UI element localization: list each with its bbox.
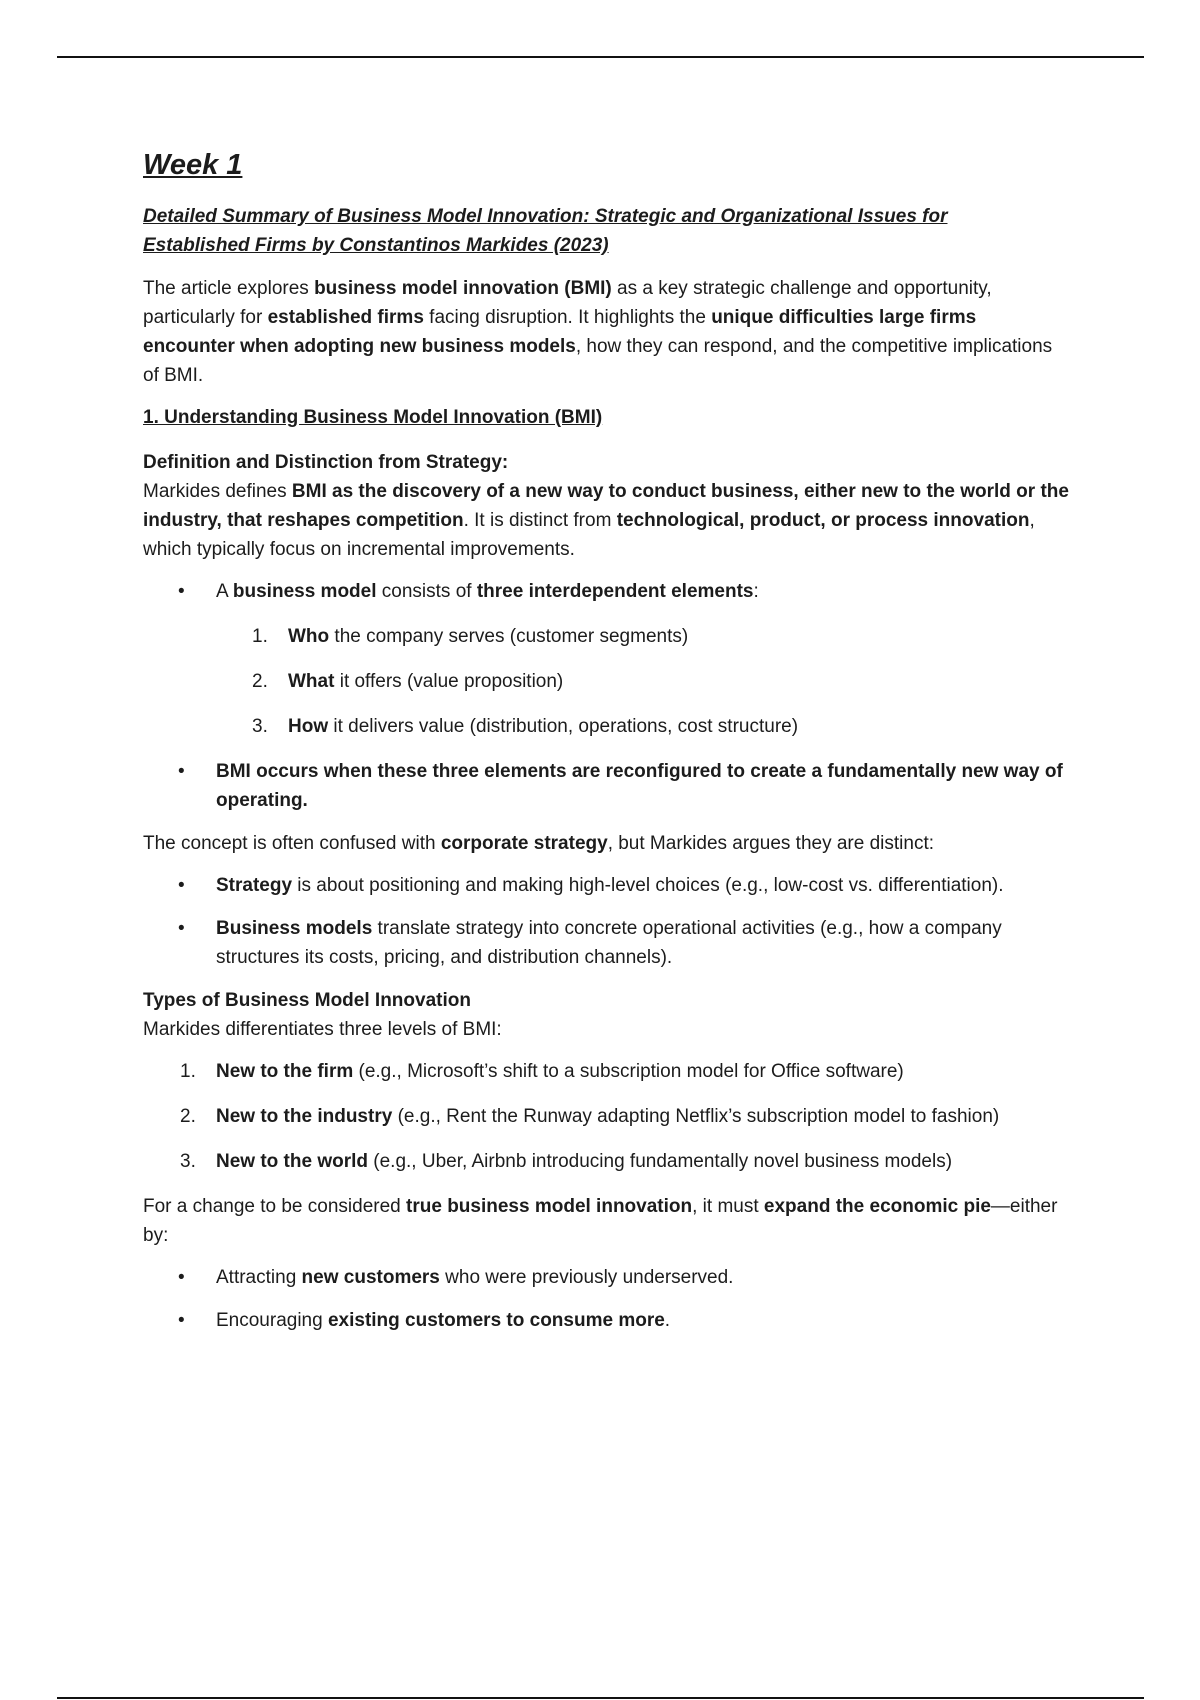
text-run: A (216, 581, 233, 602)
intro-paragraph (143, 274, 1073, 390)
bold-text: established firms (267, 307, 424, 328)
text-run: : (753, 581, 759, 602)
bold-text: New to the industry (216, 1106, 393, 1127)
text-run: (e.g., Microsoft’s shift to a subscription model for Office software) (353, 1061, 904, 1082)
list-item-text (216, 1061, 904, 1082)
elements-list (216, 622, 1073, 741)
bullet-icon: • (178, 581, 185, 602)
text-run: as a key strategic challenge and opportunity, particularly for (143, 278, 992, 328)
text-run: For a change to be considered (143, 1196, 407, 1217)
bullet-icon: • (178, 1310, 185, 1331)
text-run: . It is distinct from (463, 510, 617, 531)
list-item (216, 712, 1073, 741)
text-run: facing disruption. It highlights the (423, 307, 712, 328)
list-item (143, 1306, 1073, 1335)
bold-text: unique difficulties large firms encounter when adopting new business models (143, 307, 977, 357)
list-item-text (288, 671, 563, 692)
bold-text: Business models (216, 918, 373, 939)
bold-text: What (288, 671, 335, 692)
bold-text: New to the world (216, 1151, 368, 1172)
pie-list (143, 1263, 1073, 1335)
header-rule (57, 56, 1144, 58)
text-run: translate strategy into concrete operational activities (e.g., how a company structures its costs, pricing, and distribution channels). (216, 918, 1002, 968)
list-item (143, 914, 1073, 972)
list-item (143, 757, 1073, 815)
list-item-text (216, 1151, 952, 1172)
list-number: 2. (180, 1106, 196, 1127)
types-heading: Types of Business Model Innovation (143, 990, 471, 1011)
bold-text: expand the economic pie (763, 1196, 991, 1217)
section-heading: 1. Understanding Business Model Innovation (BMI) (143, 407, 603, 428)
concept-paragraph (143, 829, 1073, 858)
article-title: Detailed Summary of Business Model Innovation: Strategic and Organizational Issues for Established Firms by Constantinos Markides (2023) (143, 206, 948, 256)
bold-text: New to the firm (216, 1061, 354, 1082)
bmi-bullet-text (216, 761, 1063, 811)
text-run: , but Markides argues they are distinct: (607, 833, 935, 854)
list-item-text (216, 875, 1004, 896)
text-run: it delivers value (distribution, operations, cost structure) (328, 716, 799, 737)
text-run: , it must (692, 1196, 764, 1217)
bullet-icon: • (178, 875, 185, 896)
list-item (143, 871, 1073, 900)
week-heading: Week 1 (143, 149, 243, 181)
list-item (143, 577, 1073, 741)
list-item-text (216, 918, 1002, 968)
bold-text: business model innovation (BMI) (314, 278, 612, 299)
list-number: 3. (252, 716, 268, 737)
list-item (143, 1102, 1073, 1131)
bold-text: Strategy (216, 875, 293, 896)
list-number: 1. (180, 1061, 196, 1082)
text-run: it offers (value proposition) (334, 671, 564, 692)
list-item-text (216, 1267, 733, 1288)
text-run: The concept is often confused with (143, 833, 441, 854)
business-model-list (143, 577, 1073, 815)
definition-paragraph (143, 477, 1073, 564)
list-number: 1. (252, 626, 268, 647)
text-run: (e.g., Rent the Runway adapting Netflix’s subscription model to fashion) (392, 1106, 1000, 1127)
bold-text: technological, product, or process innovation (616, 510, 1030, 531)
list-number: 2. (252, 671, 268, 692)
bold-text: three interdependent elements (476, 581, 754, 602)
text-run: (e.g., Uber, Airbnb introducing fundamentally novel business models) (368, 1151, 953, 1172)
list-item (143, 1147, 1073, 1176)
list-item (143, 1263, 1073, 1292)
text-run: the company serves (customer segments) (329, 626, 689, 647)
types-block (143, 986, 1073, 1044)
text-run: who were previously underserved. (439, 1267, 734, 1288)
bullet-icon: • (178, 761, 185, 782)
definition-block (143, 448, 1073, 564)
text-run: Encouraging (216, 1310, 328, 1331)
text-run: , how they can respond, and the competitive implications of BMI. (143, 336, 1053, 386)
bold-text: true business model innovation (406, 1196, 693, 1217)
list-item (216, 622, 1073, 651)
bullet-icon: • (178, 1267, 185, 1288)
list-item-text (288, 626, 688, 647)
business-model-bullet-text (216, 581, 759, 602)
text-run: is about positioning and making high-level choices (e.g., low-cost vs. differentiation). (292, 875, 1004, 896)
text-run: The article explores (143, 278, 315, 299)
text-run: , which typically focus on incremental improvements. (143, 510, 1035, 560)
bold-text: corporate strategy (440, 833, 608, 854)
text-run: . (664, 1310, 671, 1331)
text-run: Attracting (216, 1267, 302, 1288)
distinction-list (143, 871, 1073, 972)
list-item-text (288, 716, 798, 737)
bold-text: Who (288, 626, 330, 647)
list-item-text (216, 1310, 670, 1331)
list-item-text (216, 1106, 999, 1127)
bold-text: BMI as the discovery of a new way to conduct business, either new to the world or the industry, that reshapes competition (143, 481, 1069, 531)
bold-text: business model (232, 581, 377, 602)
list-item (143, 1057, 1073, 1086)
list-item (216, 667, 1073, 696)
bullet-icon: • (178, 918, 185, 939)
text-run: consists of (376, 581, 477, 602)
bold-text: BMI occurs when these three elements are reconfigured to create a fundamentally new way of operating. (216, 761, 1063, 811)
text-run: Markides defines (143, 481, 292, 502)
change-paragraph (143, 1192, 1073, 1250)
text-run: —either by: (143, 1196, 1058, 1246)
bold-text: existing customers to consume more (327, 1310, 665, 1331)
levels-list (143, 1057, 1073, 1176)
types-intro: Markides differentiates three levels of BMI: (143, 1019, 502, 1040)
bold-text: How (288, 716, 329, 737)
document-page (143, 140, 1073, 1349)
list-number: 3. (180, 1151, 196, 1172)
definition-heading: Definition and Distinction from Strategy: (143, 452, 509, 473)
footer-rule (57, 1697, 1144, 1699)
bold-text: new customers (301, 1267, 440, 1288)
